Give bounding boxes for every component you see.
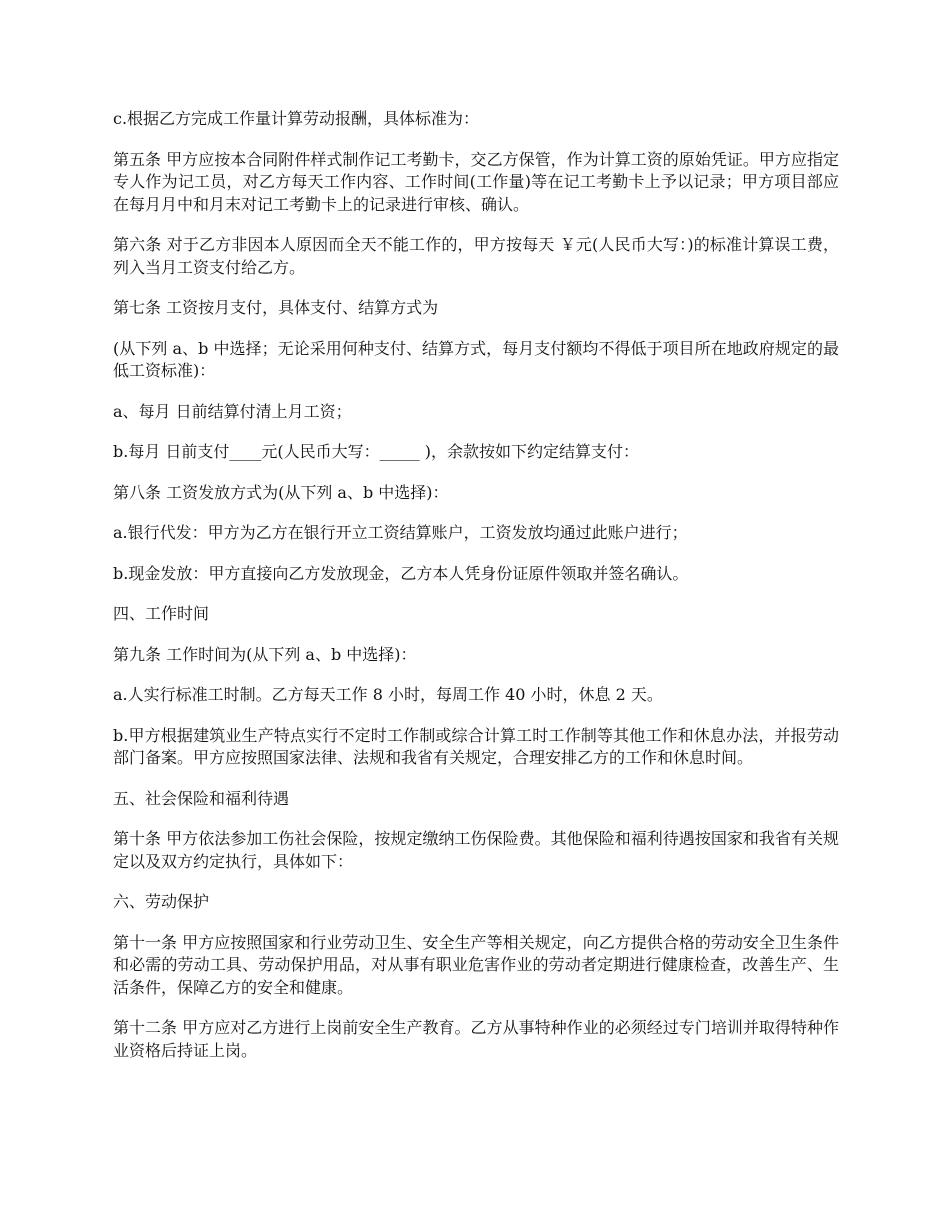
paragraph-article-7-option-b: b.每月 日前支付____元(人民币大写：_____ )，余款按如下约定结算支付： [113, 442, 639, 461]
paragraph-article-7-option-a: a、每月 日前结算付清上月工资； [113, 401, 352, 421]
paragraph-article-12: 第十二条 甲方应对乙方进行上岗前安全生产教育。乙方从事特种作业的必须经过专门培训并取得特种作业资格后持证上岗。 [113, 1018, 839, 1060]
paragraph-article-5: 第五条 甲方应按本合同附件样式制作记工考勤卡，交乙方保管，作为计算工资的原始凭证。甲方应指定专人作为记工员，对乙方每天工作内容、工作时间(工作量)等在记工考勤卡上予以记录；甲方项目部应在每月月中和月末对记工考勤卡上的记录进行审核、确认。 [113, 149, 839, 214]
section-heading-labor-protection: 六、劳动保护 [113, 892, 210, 911]
paragraph-article-9-option-b: b.甲方根据建筑业生产特点实行不定时工作制或综合计算工时工作制等其他工作和休息办法，并报劳动部门备案。甲方应按照国家法律、法规和我省有关规定，合理安排乙方的工作和休息时间。 [113, 725, 839, 767]
paragraph-article-8-option-b: b.现金发放：甲方直接向乙方发放现金，乙方本人凭身份证原件领取并签名确认。 [113, 563, 689, 583]
paragraph-article-9: 第九条 工作时间为(从下列 a、b 中选择)： [113, 644, 417, 664]
paragraph-article-11: 第十一条 甲方应按照国家和行业劳动卫生、安全生产等相关规定，向乙方提供合格的劳动安全卫生条件和必需的劳动工具、劳动保护用品，对从事有职业危害作业的劳动者定期进行健康检查，改善生产、生活条件，保障乙方的安全和健康。 [113, 932, 839, 997]
paragraph-article-6: 第六条 对于乙方非因本人原因而全天不能工作的，甲方按每天 ￥元(人民币大写：)的标准计算误工费，列入当月工资支付给乙方。 [113, 235, 839, 277]
paragraph-article-7-note: (从下列 a、b 中选择；无论采用何种支付、结算方式，每月支付额均不得低于项目所在地政府规定的最低工资标准)： [113, 338, 839, 380]
paragraph-article-7: 第七条 工资按月支付，具体支付、结算方式为 [113, 298, 439, 317]
document-body [113, 108, 839, 1080]
paragraph-piecework-pay: c.根据乙方完成工作量计算劳动报酬，具体标准为： [113, 109, 480, 128]
section-heading-working-hours: 四、工作时间 [113, 604, 210, 623]
paragraph-article-8-option-a: a.银行代发：甲方为乙方在银行开立工资结算账户，工资发放均通过此账户进行； [113, 523, 688, 542]
paragraph-article-10: 第十条 甲方依法参加工伤社会保险，按规定缴纳工伤保险费。其他保险和福利待遇按国家和我省有关规定以及双方约定执行，具体如下： [113, 829, 839, 871]
paragraph-article-9-option-a: a.人实行标准工时制。乙方每天工作 8 小时，每周工作 40 小时，休息 2 天。 [113, 685, 663, 704]
paragraph-article-8: 第八条 工资发放方式为(从下列 a、b 中选择)： [113, 482, 449, 502]
section-heading-social-insurance: 五、社会保险和福利待遇 [113, 788, 290, 808]
